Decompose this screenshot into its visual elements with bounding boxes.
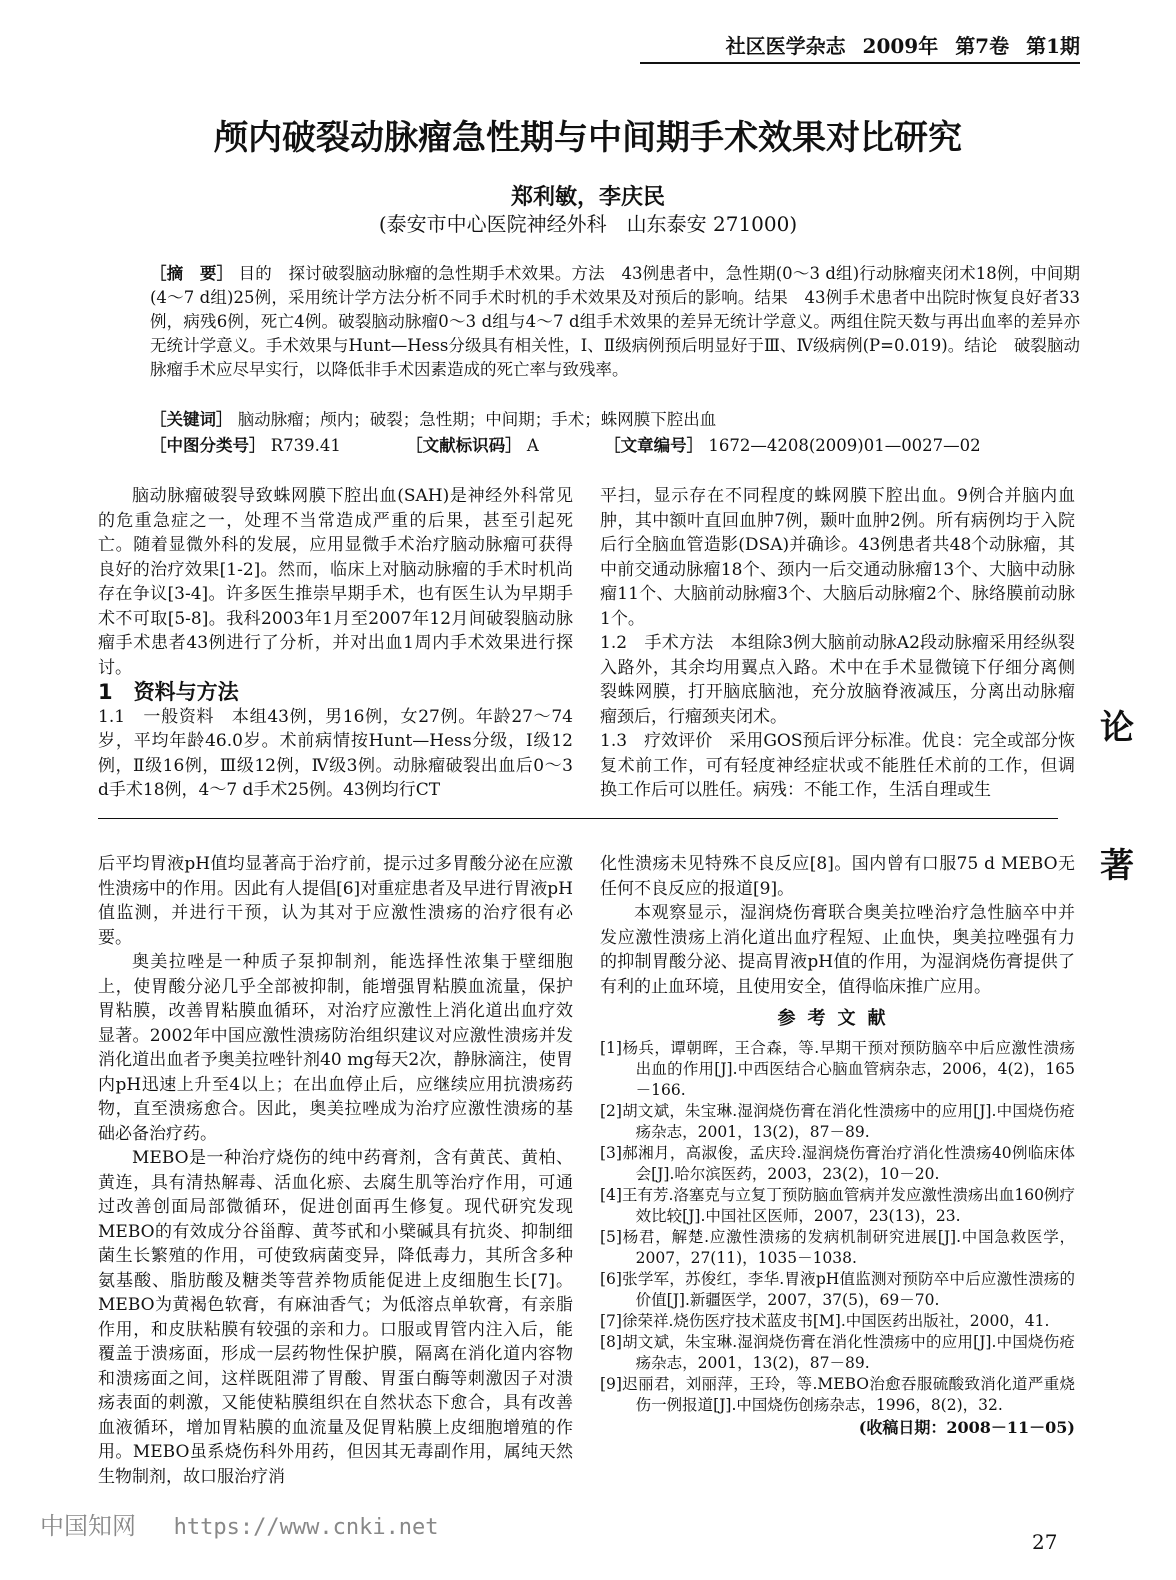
intro-paragraph: 脑动脉瘤破裂导致蛛网膜下腔出血(SAH)是神经外科常见的危重急症之一，处理不当常造成严重的后果，甚至引起死亡。随着显微外科的发展，应用显微手术治疗脑动脉瘤可获得良好的治疗效果[1-2]。然而，临床上对脑动脉瘤的手术时机尚存在争议[3-4]。许多医生推崇早期手术，也有医生认为早期手术不可取[5-8]。我科2003年1月至2007年12月间破裂脑动脉瘤手术患者43例进行了分析，并对出血1周内手术效果进行探讨。 [98,486,573,678]
article-id-label: ［文章编号］ [604,436,704,455]
section-heading-methods: 1 资料与方法 [98,680,239,704]
reference-item: [5]杨君，解楚.应激性溃疡的发病机制研究进展[J].中国急救医学，2007，27(11)，1035－1038. [600,1227,1075,1267]
keywords-text: 脑动脉瘤；颅内；破裂；急性期；中间期；手术；蛛网膜下腔出血 [237,410,717,429]
journal-year: 2009年 [862,34,939,58]
omeprazole-paragraph: 奥美拉唑是一种质子泵抑制剂，能选择性浓集于壁细胞上，使胃酸分泌几乎全部被抑制，能增强胃粘膜血流量，保护胃粘膜，改善胃粘膜血循环，对治疗应激性上消化道出血疗效显著。2002年中国应激性溃疡防治组织建议对应激性溃疡并发消化道出血者予奥美拉唑针剂40 mg每天2次，静脉滴注，使胃内pH迅速上升至4以上；在出血停止后，应继续应用抗溃疡药物，直至溃疡愈合。因此，奥美拉唑成为治疗应激性溃疡的基础必备治疗药。 [98,952,573,1144]
classification-line [150,432,1080,456]
abstract [150,262,1080,382]
ph-paragraph: 后平均胃液pH值均显著高于治疗前，提示过多胃酸分泌在应激性溃疡中的作用。因此有人提倡[6]对重症患者及早进行胃液pH值监测，并进行干预，认为其对于应激性溃疡的治疗很有必要。 [98,854,573,948]
clc-label: ［中图分类号］ [150,436,266,455]
mebo-safety-paragraph: 化性溃疡未见特殊不良反应[8]。国内曾有口服75 d MEBO无任何不良反应的报道[9]。 [600,854,1075,899]
cnki-site-name: 中国知网 [40,1512,136,1540]
references-heading: 参考文献 [777,1008,898,1029]
reference-item: [6]张学军，苏俊红，李华.胃液pH值监测对预防卒中后应激性溃疡的价值[J].新疆医学，2007，37(5)，69－70. [600,1269,1075,1309]
surgery-method-paragraph: 1.2 手术方法 本组除3例大脑前动脉A2段动脉瘤采用经纵裂入路外，其余均用翼点入路。术中在手术显微镜下仔细分离侧裂蛛网膜，打开脑底脑池，充分放脑脊液减压，分离出动脉瘤瘤颈后，行瘤颈夹闭术。 [600,633,1075,727]
cnki-watermark [40,1506,439,1541]
page-number: 27 [1032,1530,1058,1554]
reference-item: [3]郝湘月，高淑俊，孟庆玲.湿润烧伤膏治疗消化性溃疡40例临床体会[J].哈尔滨医药，2003，23(2)，10－20. [600,1143,1075,1183]
abstract-label: ［摘 要］ [150,264,234,283]
references-list [600,1038,1075,1416]
keywords [150,406,1080,430]
ct-findings-paragraph: 平扫，显示存在不同程度的蛛网膜下腔出血。9例合并脑内血肿，其中额叶直回血肿7例，颞叶血肿2例。所有病例均于入院后行全脑血管造影(DSA)并确诊。43例患者共48个动脉瘤，其中前交通动脉瘤18个、颈内一后交通动脉瘤13个、大脑中动脉瘤11个、大脑前动脉瘤3个、大脑后动脉瘤2个、脉络膜前动脉1个。 [600,486,1075,629]
article-title: 颅内破裂动脉瘤急性期与中间期手术效果对比研究 [214,118,962,158]
mebo-paragraph: MEBO是一种治疗烧伤的纯中药膏剂，含有黄芪、黄柏、黄连，具有清热解毒、活血化瘀、去腐生肌等治疗作用，可通过改善创面局部微循环，促进创面再生修复。现代研究发现MEBO的有效成分谷甾醇、黄芩甙和小檗碱具有抗炎、抑制细菌生长繁殖的作用，可使致病菌变异，降低毒力，其所含多种氨基酸、脂肪酸及糖类等营养物质能促进上皮细胞生长[7]。MEBO为黄褐色软膏，有麻油香气；为低溶点单软膏，有亲脂作用，和皮肤粘膜有较强的亲和力。口服或胃管内注入后，能覆盖于溃疡面，形成一层药物性保护膜，隔离在消化道内容物和溃疡面之间，这样既阻滞了胃酸、胃蛋白酶等刺激因子对溃疡表面的刺激，又能使粘膜组织在自然状态下愈合，具有改善血液循环，增加胃粘膜的血流量及促胃粘膜上皮细胞增殖的作用。MEBO虽系烧伤科外用药，但因其无毒副作用，属纯天然生物制剂，故口服治疗消 [98,1148,573,1487]
reference-item: [2]胡文斌，朱宝琳.湿润烧伤膏在消化性溃疡中的应用[J].中国烧伤疮疡杂志，2001，13(2)，87－89. [600,1101,1075,1141]
abstract-text: 目的 探讨破裂脑动脉瘤的急性期手术效果。方法 43例患者中，急性期(0～3 d组)行动脉瘤夹闭术18例，中间期(4～7 d组)25例，采用统计学方法分析不同手术时机的手术效果及对预后的影响。结果 43例手术患者中出院时恢复良好者33例，病残6例，死亡4例。破裂脑动脉瘤0～3 d组与4～7 d组手术效果的差异无统计学意义。两组住院天数与再出血率的差异亦无统计学意义。手术效果与Hunt—Hess分级具有相关性，Ⅰ、Ⅱ级病例预后明显好于Ⅲ、Ⅳ级病例(P=0.019)。结论 破裂脑动脉瘤手术应尽早实行，以降低非手术因素造成的死亡率与致残率。 [150,264,1081,379]
doc-code-value: A [526,436,539,455]
cnki-url[interactable]: https://www.cnki.net [173,1515,439,1540]
top-left-column [98,484,573,803]
side-label-lun: 论 [1100,708,1134,748]
reference-item: [8]胡文斌，朱宝琳.湿润烧伤膏在消化性溃疡中的应用[J].中国烧伤疮疡杂志，2001，13(2)，87－89. [600,1332,1075,1372]
reference-item: [1]杨兵，谭朝晖，王合森，等.早期干预对预防脑卒中后应激性溃疡出血的作用[J].中西医结合心脑血管病杂志，2006，4(2)，165－166. [600,1038,1075,1099]
conclusion-paragraph: 本观察显示，湿润烧伤膏联合奥美拉唑治疗急性脑卒中并发应激性溃疡上消化道出血疗程短、止血快，奥美拉唑强有力的抑制胃酸分泌、提高胃液pH值的作用，为湿润烧伤膏提供了有利的止血环境，且使用安全，值得临床推广应用。 [600,903,1075,997]
journal-name: 社区医学杂志 [725,34,846,58]
journal-volume: 第7卷 [955,34,1010,58]
bottom-left-column [98,852,573,1489]
authors: 郑利敏，李庆民 [510,184,665,210]
side-label-zhu: 著 [1100,846,1134,886]
received-date: (收稿日期：2008－11－05) [858,1417,1075,1437]
top-right-column [600,484,1075,803]
reference-item: [7]徐荣祥.烧伤医疗技术蓝皮书[M].中国医药出版社，2000，41. [600,1311,1050,1330]
running-header [640,30,1080,64]
reference-item: [9]迟丽君，刘丽萍，王玲，等.MEBO治愈吞服硫酸致消化道严重烧伤一例报道[J].中国烧伤创疡杂志，1996，8(2)，32. [600,1374,1075,1414]
bottom-right-column [600,852,1075,1440]
affiliation: (泰安市中心医院神经外科 山东泰安 271000) [378,212,798,236]
keywords-label: ［关键词］ [150,410,233,429]
clc-value: R739.41 [270,436,341,455]
doc-code-label: ［文献标识码］ [406,436,522,455]
evaluation-paragraph: 1.3 疗效评价 采用GOS预后评分标准。优良：完全或部分恢复术前工作，可有轻度神经症状或不能胜任术前的工作，但调换工作后可以胜任。病残：不能工作，生活自理或生 [600,731,1075,800]
journal-issue: 第1期 [1026,34,1080,58]
section-divider [98,818,1058,819]
general-data-paragraph: 1.1 一般资料 本组43例，男16例，女27例。年龄27～74岁，平均年龄46.0岁。术前病情按Hunt—Hess分级，Ⅰ级12例，Ⅱ级16例，Ⅲ级12例，Ⅳ级3例。动脉瘤破裂出血后0～3 d手术18例，4～7 d手术25例。43例均行CT [98,706,573,800]
reference-item: [4]王有芳.洛塞克与立复丁预防脑血管病并发应激性溃疡出血160例疗效比较[J].中国社区医师，2007，23(13)，23. [600,1185,1075,1225]
article-id-value: 1672—4208(2009)01—0027—02 [708,436,981,455]
